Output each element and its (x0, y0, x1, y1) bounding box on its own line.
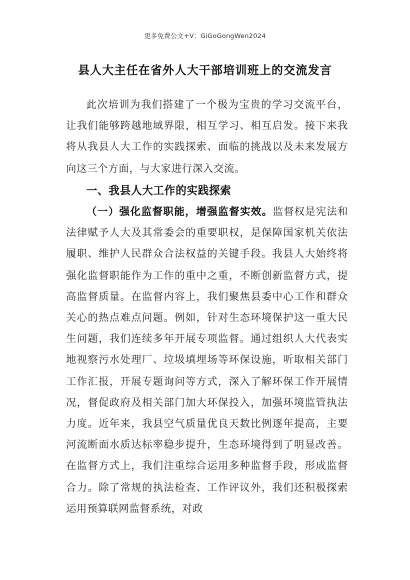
subsection-1-text: 监督权是宪法和法律赋予人大及其常委会的重要职权，是保障国家机关依法履职、维护人民群众合法权益的关键手段。我县人大始终将强化监督职能作为工作的重中之重，不断创新监督方式，提高监督质量。在监督内容上，我们聚焦县委中心工作和群众关心的热点难点问题。例如，针对生态环境保护这一重大民生问题，我们连续多年开展专项监督。通过组织人大代表实地视察污水处理厂、垃圾填埋场等环保设施，听取相关部门工作汇报，开展专题询问等方式，深入了解环保工作开展情况，督促政府及相关部门加大环保投入，加强环境监管执法力度。近年来，我县空气质量优良天数比例逐年提高，主要河流断面水质达标率稳步提升，生态环境得到了明显改善。在监督方式上，我们注重综合运用多种监督手段，形成监督合力。除了常规的执法检查、工作评议外，我们还积极探索运用预算联网监督系统，对政 (66, 207, 349, 515)
document-body (66, 95, 348, 520)
section-heading (66, 180, 348, 202)
intro-paragraph: 此次培训为我们搭建了一个极为宝贵的学习交流平台，让我们能够跨越地域界限，相互学习、相互启发。接下来我将从我县人大工作的实践探索、面临的挑战以及未来发展方向这三个方面，与大家进行深入交流。 (66, 100, 348, 175)
header-note: 更多免费公文+V：GiGoGongWen2024 (144, 32, 266, 40)
section-1-heading: 一、我县人大工作的实践探索 (86, 183, 232, 197)
document-title: 县人大主任在省外人大干部培训班上的交流发言 (77, 63, 333, 77)
subsection-1-heading: （一）强化监督职能，增强监督实效。 (86, 206, 273, 219)
body-paragraph (66, 202, 348, 520)
